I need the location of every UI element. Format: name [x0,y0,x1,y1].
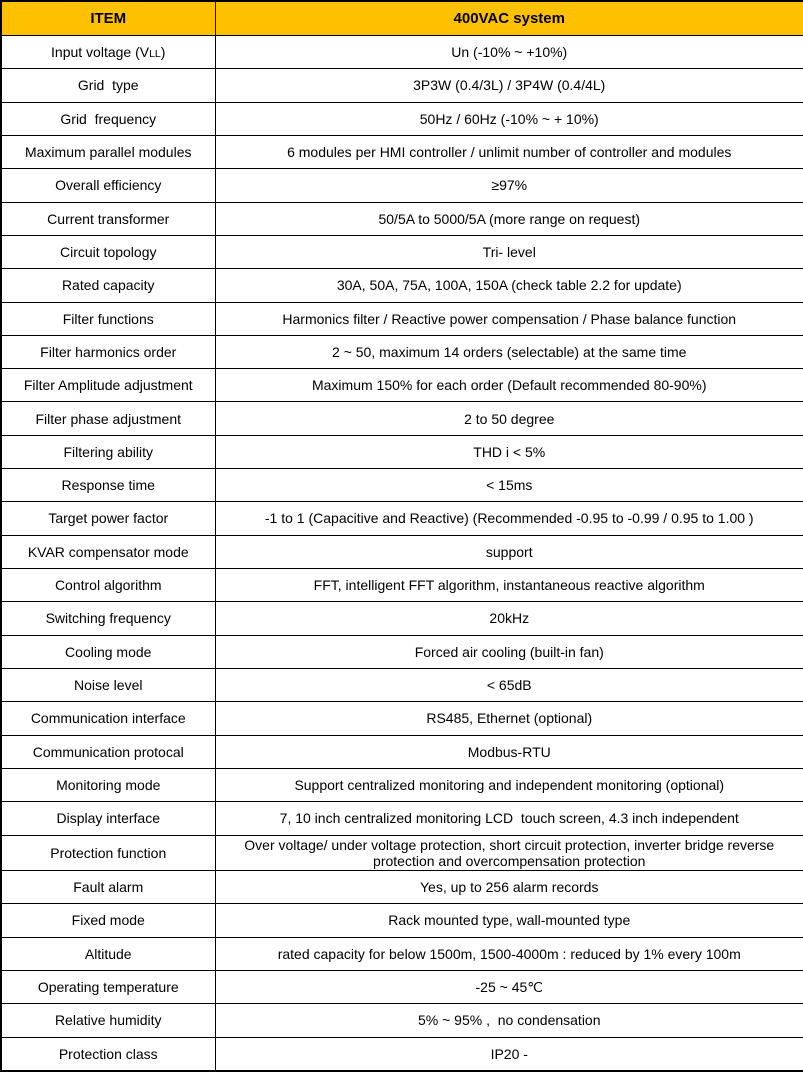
item-cell: Altitude [1,937,215,970]
item-cell: Communication interface [1,702,215,735]
item-cell: Operating temperature [1,970,215,1003]
value-cell: ≥97% [215,169,803,202]
item-cell: Noise level [1,668,215,701]
item-subscript-text: LL [149,48,161,61]
value-cell: -1 to 1 (Capacitive and Reactive) (Recommended -0.95 to -0.99 / 0.95 to 1.00 ) [215,502,803,535]
table-row [1,735,803,768]
value-cell: Forced air cooling (built-in fan) [215,635,803,668]
item-cell: Cooling mode [1,635,215,668]
table-row [1,535,803,568]
value-cell: RS485, Ethernet (optional) [215,702,803,735]
item-cell: Filter functions [1,302,215,335]
value-cell: 6 modules per HMI controller / unlimit number of controller and modules [215,135,803,168]
item-cell: KVAR compensator mode [1,535,215,568]
table-row [1,102,803,135]
item-cell [1,36,215,69]
item-cell: Filter Amplitude adjustment [1,369,215,402]
table-row [1,569,803,602]
value-cell: support [215,535,803,568]
header-system-cell: 400VAC system [215,1,803,36]
value-cell: Maximum 150% for each order (Default recommended 80-90%) [215,369,803,402]
table-row [1,269,803,302]
table-row [1,1037,803,1071]
table-row [1,202,803,235]
value-cell: rated capacity for below 1500m, 1500-4000m : reduced by 1% every 100m [215,937,803,970]
item-cell: Fixed mode [1,904,215,937]
table-row [1,36,803,69]
table-row [1,402,803,435]
table-row [1,1004,803,1037]
value-cell: Rack mounted type, wall-mounted type [215,904,803,937]
item-cell: Switching frequency [1,602,215,635]
item-cell: Protection class [1,1037,215,1071]
value-cell: -25 ~ 45℃ [215,970,803,1003]
table-row [1,369,803,402]
item-text: ) [160,44,166,61]
item-cell: Protection function [1,835,215,871]
table-row [1,668,803,701]
item-cell: Maximum parallel modules [1,135,215,168]
item-text: Input voltage (V [51,44,150,61]
item-cell: Circuit topology [1,235,215,268]
table-row [1,835,803,871]
table-row [1,135,803,168]
item-cell: Current transformer [1,202,215,235]
value-cell: 50/5A to 5000/5A (more range on request) [215,202,803,235]
value-cell: 3P3W (0.4/3L) / 3P4W (0.4/4L) [215,69,803,102]
table-row [1,469,803,502]
value-cell: Modbus-RTU [215,735,803,768]
item-cell: Grid type [1,69,215,102]
value-cell: THD i < 5% [215,435,803,468]
value-cell: 50Hz / 60Hz (-10% ~ + 10%) [215,102,803,135]
item-cell: Grid frequency [1,102,215,135]
item-cell: Filter harmonics order [1,335,215,368]
item-cell: Overall efficiency [1,169,215,202]
item-cell: Rated capacity [1,269,215,302]
value-cell: Un (-10% ~ +10%) [215,36,803,69]
item-cell: Target power factor [1,502,215,535]
value-cell: 7, 10 inch centralized monitoring LCD touch screen, 4.3 inch independent [215,802,803,835]
value-cell: FFT, intelligent FFT algorithm, instantaneous reactive algorithm [215,569,803,602]
value-cell: 2 to 50 degree [215,402,803,435]
value-cell: Over voltage/ under voltage protection, short circuit protection, inverter bridge reverse protection and overcompensation protection [215,835,803,871]
item-cell: Filtering ability [1,435,215,468]
header-item-cell: ITEM [1,1,215,36]
value-cell: 20kHz [215,602,803,635]
value-cell: IP20 - [215,1037,803,1071]
item-cell: Response time [1,469,215,502]
table-row [1,635,803,668]
value-cell: 30A, 50A, 75A, 100A, 150A (check table 2.2 for update) [215,269,803,302]
item-cell: Communication protocal [1,735,215,768]
item-cell: Fault alarm [1,871,215,904]
table-row [1,970,803,1003]
value-cell: < 15ms [215,469,803,502]
value-cell: < 65dB [215,668,803,701]
value-cell: 2 ~ 50, maximum 14 orders (selectable) at the same time [215,335,803,368]
item-cell: Control algorithm [1,569,215,602]
table-row [1,871,803,904]
table-row [1,602,803,635]
item-cell: Monitoring mode [1,768,215,801]
table-row [1,702,803,735]
table-row [1,335,803,368]
value-cell: Yes, up to 256 alarm records [215,871,803,904]
item-cell: Display interface [1,802,215,835]
value-cell: 5% ~ 95% , no condensation [215,1004,803,1037]
header-row [1,1,803,36]
item-cell: Filter phase adjustment [1,402,215,435]
table-row [1,435,803,468]
table-row [1,802,803,835]
value-cell: Support centralized monitoring and independent monitoring (optional) [215,768,803,801]
table-row [1,502,803,535]
value-cell: Harmonics filter / Reactive power compensation / Phase balance function [215,302,803,335]
table-row [1,768,803,801]
value-cell: Tri- level [215,235,803,268]
table-row [1,69,803,102]
table-row [1,904,803,937]
table-row [1,235,803,268]
table-body [1,36,803,1072]
table-row [1,169,803,202]
table-row [1,937,803,970]
item-cell: Relative humidity [1,1004,215,1037]
table-row [1,302,803,335]
